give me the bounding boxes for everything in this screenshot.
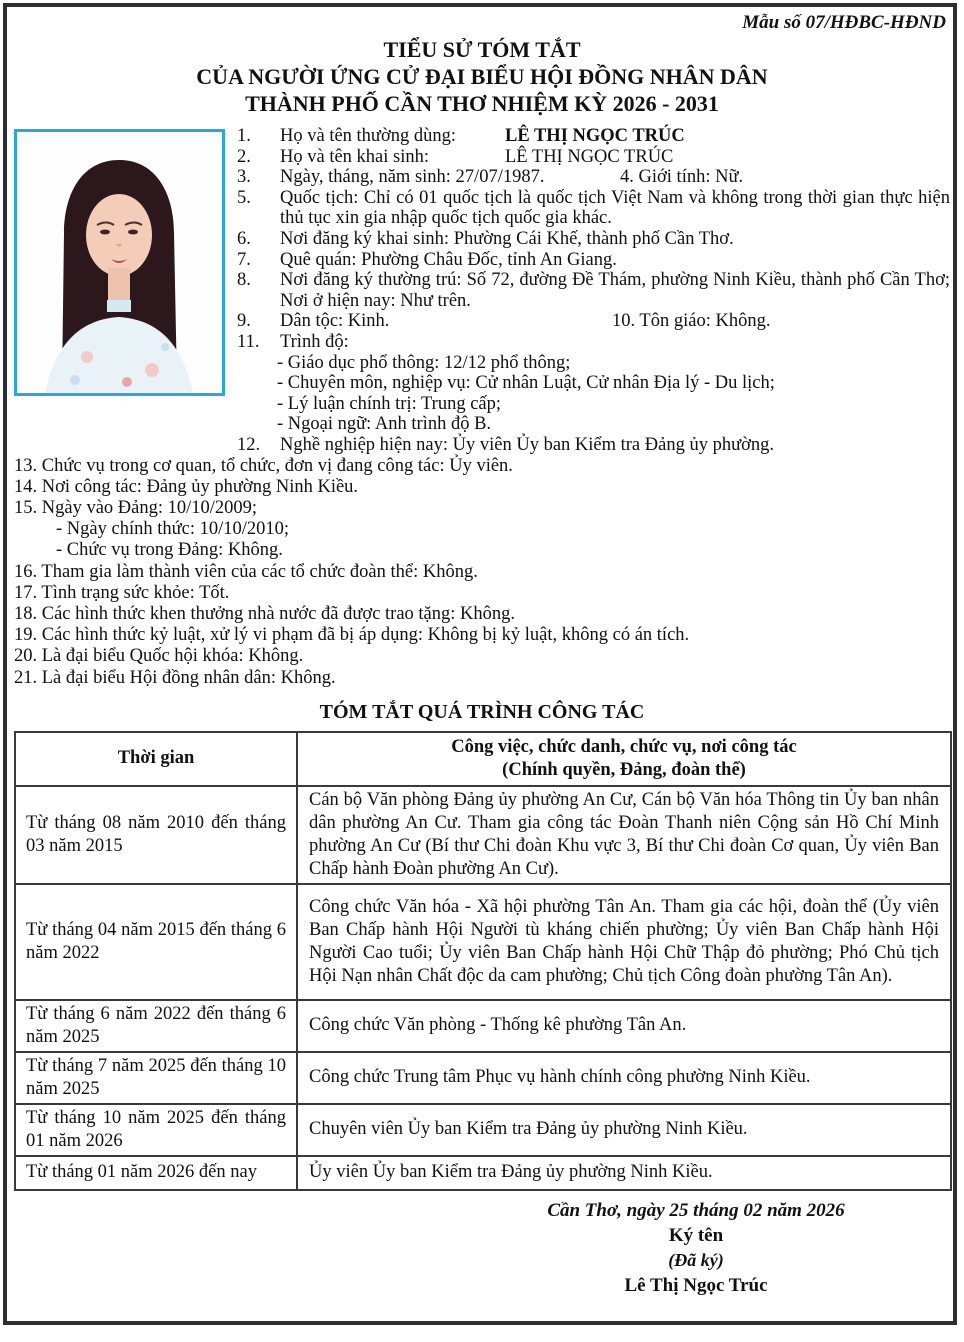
item-number: 5. [237, 187, 251, 208]
career-table-header-row [15, 732, 951, 786]
religion-text: 10. Tôn giáo: Không. [612, 311, 771, 332]
career-row [15, 1000, 951, 1052]
career-col-work-header-line1: Công việc, chức danh, chức vụ, nơi công tác [451, 736, 797, 757]
career-section-title: TÓM TẮT QUÁ TRÌNH CÔNG TÁC [319, 700, 645, 723]
hometown-text: Quê quán: Phường Châu Đốc, tỉnh An Giang. [280, 249, 617, 270]
info-item-19: 19. Các hình thức kỷ luật, xử lý vi phạm đã bị áp dụng: Không bị kỷ luật, không có án tích. [14, 625, 690, 646]
signature-block [446, 1198, 946, 1298]
career-row [15, 1156, 951, 1190]
career-row [15, 1052, 951, 1104]
bio-section [14, 126, 950, 689]
birth-registration-text: Nơi đăng ký khai sinh: Phường Cái Khế, thành phố Cần Thơ. [280, 228, 734, 249]
occupation-text: Nghề nghiệp hiện nay: Ủy viên Ủy ban Kiểm tra Đảng ủy phường. [280, 434, 775, 455]
nationality-text: Quốc tịch: Chỉ có 01 quốc tịch là quốc tịch Việt Nam và không trong thời gian thực hiện thủ tục xin gia nhập quốc tịch quốc gia khác. [280, 187, 950, 229]
info-item-1 [237, 126, 950, 147]
career-row-work: Cán bộ Văn phòng Đảng ủy phường An Cư, Cán bộ Văn hóa Thông tin Ủy ban nhân dân phường An Cư. Tham gia công tác Đoàn Thanh niên Cộng sản Hồ Chí Minh phường An Cư (Bí thư Chi đoàn Khu vực 3, Bí thư Chi đoàn Cơ quan, Ủy viên Ban Chấp hành Đoàn phường An Cư). [297, 786, 951, 884]
career-row [15, 884, 951, 1000]
birth-date-text: Ngày, tháng, năm sinh: 27/07/1987. [280, 167, 545, 188]
portrait-illustration [17, 132, 222, 393]
form-number: Mẫu số 07/HĐBC-HĐND [742, 12, 946, 33]
career-row-time: Từ tháng 01 năm 2026 đến nay [15, 1156, 297, 1190]
title-line-2: CỦA NGƯỜI ỨNG CỬ ĐẠI BIỂU HỘI ĐỒNG NHÂN DÂN [196, 64, 768, 89]
education-heading: Trình độ: [280, 331, 349, 352]
info-item-5 [237, 188, 950, 229]
info-item-15-sub-2: - Chức vụ trong Đảng: Không. [56, 540, 283, 561]
career-col-time-header: Thời gian [15, 732, 297, 786]
gender-text: 4. Giới tính: Nữ. [620, 167, 744, 188]
career-row-time: Từ tháng 04 năm 2015 đến tháng 6 năm 2022 [15, 884, 297, 1000]
info-item-15: 15. Ngày vào Đảng: 10/10/2009; [14, 497, 258, 518]
career-row-time: Từ tháng 10 năm 2025 đến tháng 01 năm 2026 [15, 1104, 297, 1156]
document-title [14, 36, 950, 117]
info-item-16: 16. Tham gia làm thành viên của các tổ chức đoàn thể: Không. [14, 561, 478, 582]
item-number: 8. [237, 270, 251, 291]
info-item-11-sub-3: - Lý luận chính trị: Trung cấp; [277, 393, 502, 414]
info-item-17: 17. Tình trạng sức khỏe: Tốt. [14, 582, 230, 603]
item-number: 11. [237, 331, 260, 352]
item-2-label: Họ và tên khai sinh: [280, 146, 430, 167]
career-row-work: Công chức Văn hóa - Xã hội phường Tân An. Tham gia các hội, đoàn thể (Ủy viên Ban Chấp hành Hội Người tù kháng chiến phường; Ủy viên Ban Chấp hành Hội Người Cao tuổi; Ủy viên Ban Chấp hành Hội Chữ Thập đỏ phường; Phó Chủ tịch Hội Nạn nhân Chất độc da cam phường; Chủ tịch Công đoàn phường Tân An). [297, 884, 951, 1000]
career-row-time: Từ tháng 08 năm 2010 đến tháng 03 năm 2015 [15, 786, 297, 884]
info-item-11-sub-2: - Chuyên môn, nghiệp vụ: Cử nhân Luật, Cử nhân Địa lý - Du lịch; [277, 373, 775, 394]
info-item-6 [237, 229, 950, 250]
residence-text: Nơi đăng ký thường trú: Số 72, đường Đề Thám, phường Ninh Kiều, thành phố Cần Thơ; Nơi ở hiện nay: Như trên. [280, 270, 950, 311]
info-item-15-sub-1: - Ngày chính thức: 10/10/2010; [56, 519, 290, 540]
info-item-12 [237, 435, 950, 456]
career-row-time: Từ tháng 7 năm 2025 đến tháng 10 năm 2025 [15, 1052, 297, 1104]
birth-name-value: LÊ THỊ NGỌC TRÚC [505, 146, 674, 167]
info-item-9-10 [237, 311, 950, 332]
info-items-13-21 [14, 456, 950, 689]
info-item-11-sub-1: - Giáo dục phổ thông: 12/12 phổ thông; [277, 352, 571, 373]
page-content [14, 12, 950, 1298]
info-item-8 [237, 270, 950, 311]
info-item-13: 13. Chức vụ trong cơ quan, tổ chức, đơn vị đang công tác: Ủy viên. [14, 455, 513, 476]
signed-note: (Đã ký) [668, 1249, 724, 1270]
signer-name: Lê Thị Ngọc Trúc [624, 1274, 768, 1296]
title-line-1: TIỂU SỬ TÓM TẮT [383, 37, 581, 62]
career-col-work-header [297, 732, 951, 786]
portrait-photo [14, 129, 225, 396]
item-number: 6. [237, 228, 251, 249]
career-row-work: Công chức Văn phòng - Thống kê phường Tân An. [297, 1000, 951, 1052]
info-item-21: 21. Là đại biểu Hội đồng nhân dân: Không. [14, 667, 336, 688]
signature-label: Ký tên [668, 1224, 724, 1246]
info-items-1-12 [237, 126, 950, 456]
career-row-time: Từ tháng 6 năm 2022 đến tháng 6 năm 2025 [15, 1000, 297, 1052]
info-item-2 [237, 147, 950, 168]
career-row-work: Chuyên viên Ủy ban Kiểm tra Đảng ủy phường Ninh Kiều. [297, 1104, 951, 1156]
signature-place-date: Cần Thơ, ngày 25 tháng 02 năm 2026 [547, 1199, 845, 1221]
ethnicity-text: Dân tộc: Kinh. [280, 311, 390, 332]
info-item-11-sub-4: - Ngoại ngữ: Anh trình độ B. [277, 414, 492, 435]
info-item-11 [237, 332, 950, 353]
career-row-work: Ủy viên Ủy ban Kiểm tra Đảng ủy phường Ninh Kiều. [297, 1156, 951, 1190]
item-number: 1. [237, 126, 251, 146]
info-item-18: 18. Các hình thức khen thưởng nhà nước đã được trao tặng: Không. [14, 603, 516, 624]
item-number: 3. [237, 167, 251, 188]
info-item-14: 14. Nơi công tác: Đảng ủy phường Ninh Kiều. [14, 476, 359, 497]
info-item-3-4 [237, 167, 950, 188]
item-number: 7. [237, 249, 251, 270]
item-number: 2. [237, 146, 251, 167]
info-item-20: 20. Là đại biểu Quốc hội khóa: Không. [14, 646, 304, 667]
item-number: 12. [237, 434, 261, 455]
career-row-work: Công chức Trung tâm Phục vụ hành chính công phường Ninh Kiều. [297, 1052, 951, 1104]
career-row [15, 786, 951, 884]
info-item-7 [237, 250, 950, 271]
item-number: 9. [237, 311, 251, 332]
career-row [15, 1104, 951, 1156]
item-1-label: Họ và tên thường dùng: [280, 126, 457, 146]
career-table [14, 731, 952, 1191]
title-line-3: THÀNH PHỐ CẦN THƠ NHIỆM KỲ 2026 - 2031 [245, 91, 719, 116]
career-col-work-header-line2: (Chính quyền, Đảng, đoàn thể) [502, 759, 746, 780]
common-name-value: LÊ THỊ NGỌC TRÚC [505, 126, 685, 146]
